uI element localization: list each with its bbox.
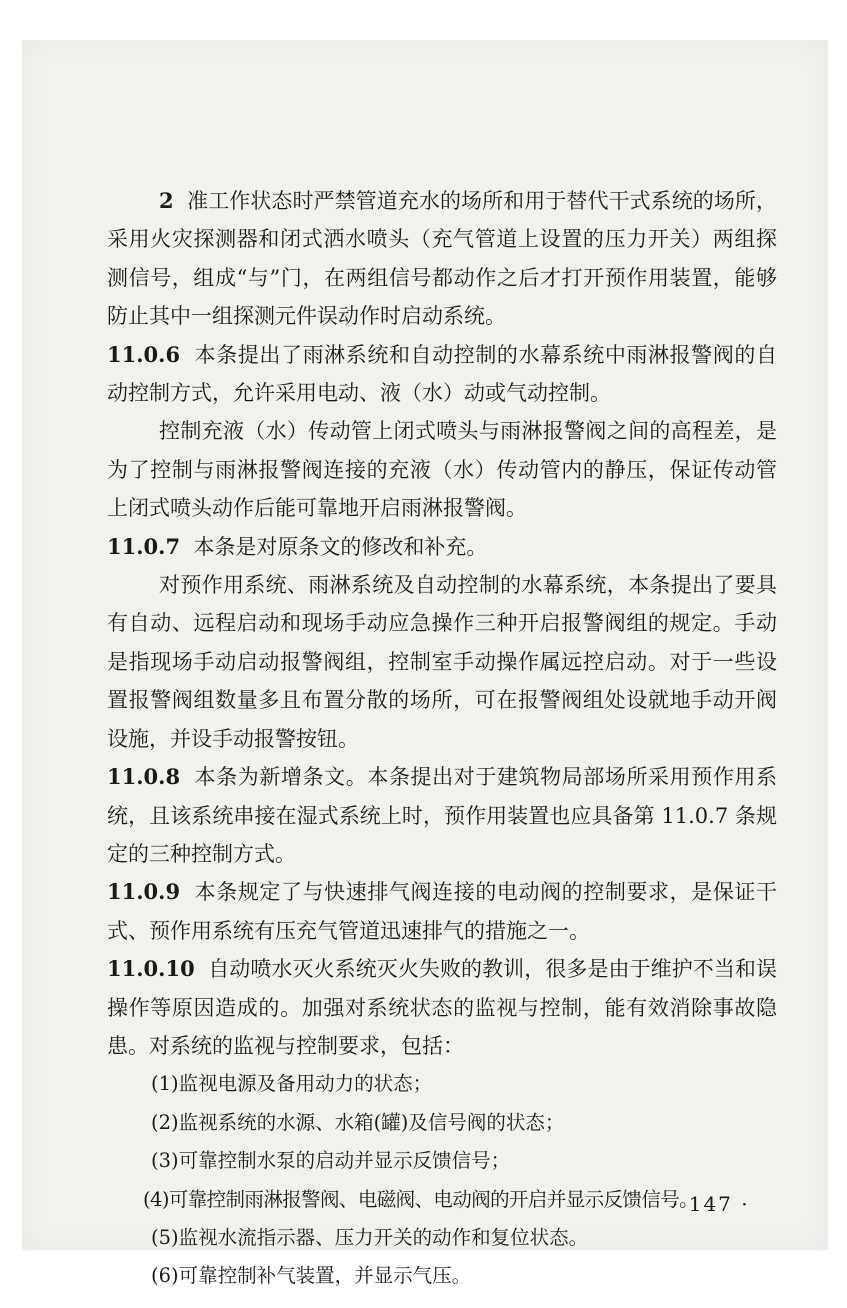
paragraph-clause-11-0-8 bbox=[107, 758, 777, 873]
paragraph-text: 本条提出了雨淋系统和自动控制的水幕系统中雨淋报警阀的自动控制方式，允许采用电动、液（水）动或气动控制。 bbox=[107, 342, 778, 406]
paragraph-text: 自动喷水灭火系统灭火失败的教训，很多是由于维护不当和误操作等原因造成的。加强对系统状态的监视与控制，能有效消除事故隐患。对系统的监视与控制要求，包括： bbox=[107, 957, 777, 1058]
paragraph-clause-11-0-6 bbox=[107, 336, 777, 413]
paragraph-text: 本条为新增条文。本条提出对于建筑物局部场所采用预作用系统，且该系统串接在湿式系统上时，预作用装置也应具备第 11.0.7 条规定的三种控制方式。 bbox=[107, 765, 778, 866]
paragraph-clause-11-0-7 bbox=[107, 528, 777, 566]
paragraph bbox=[107, 566, 777, 758]
paragraph bbox=[107, 412, 777, 527]
paragraph-text: 对预作用系统、雨淋系统及自动控制的水幕系统，本条提出了要具有自动、远程启动和现场手动应急操作三种开启报警阀组的规定。手动是指现场手动启动报警阀组，控制室手动操作属远控启动。对于一些设置报警阀组数量多且布置分散的场所，可在报警阀组处设就地手动开阀设施，并设手动报警按钮。 bbox=[107, 573, 777, 751]
clause-number: 11.0.10 bbox=[107, 956, 195, 982]
paragraph-text: 准工作状态时严禁管道充水的场所和用于替代干式系统的场所，采用火灾探测器和闭式洒水喷头（充气管道上设置的压力开关）两组探测信号，组成“与”门，在两组信号都动作之后才打开预作用装置，能够防止其中一组探测元件误动作时启动系统。 bbox=[107, 189, 777, 329]
paragraph-item-2 bbox=[107, 182, 777, 336]
paragraph-clause-11-0-10 bbox=[107, 950, 777, 1065]
list-item: (1)监视电源及备用动力的状态； bbox=[151, 1072, 433, 1096]
document-page bbox=[22, 40, 828, 1288]
paragraph-text: 本条是对原条文的修改和补充。 bbox=[193, 534, 488, 559]
list-item: (4)可靠控制雨淋报警阀、电磁阀、电动阀的开启并显示反馈信号。 bbox=[143, 1187, 699, 1211]
list-item: (5)监视水流指示器、压力开关的动作和复位状态。 bbox=[151, 1225, 589, 1249]
clause-number: 11.0.7 bbox=[107, 533, 181, 559]
clause-number: 11.0.8 bbox=[107, 764, 181, 790]
clause-number: 11.0.9 bbox=[107, 879, 181, 905]
list-item: (6)可靠控制补气装置，并显示气压。 bbox=[151, 1264, 472, 1288]
list-item: (2)监视系统的水源、水箱(罐)及信号阀的状态； bbox=[151, 1110, 565, 1134]
paragraph-text: 本条规定了与快速排气阀连接的电动阀的控制要求，是保证干式、预作用系统有压充气管道迅速排气的措施之一。 bbox=[107, 880, 778, 943]
list-item: (3)可靠控制水泵的启动并显示反馈信号； bbox=[151, 1149, 511, 1173]
page-content bbox=[107, 182, 777, 1296]
page-number: · 147 · bbox=[672, 1192, 750, 1216]
clause-number: 2 bbox=[159, 188, 174, 213]
clause-number: 11.0.6 bbox=[107, 341, 181, 367]
paragraph-clause-11-0-9 bbox=[107, 873, 777, 950]
paragraph-text: 控制充液（水）传动管上闭式喷头与雨淋报警阀之间的高程差，是为了控制与雨淋报警阀连接的充液（水）传动管内的静压，保证传动管上闭式喷头动作后能可靠地开启雨淋报警阀。 bbox=[107, 419, 777, 521]
